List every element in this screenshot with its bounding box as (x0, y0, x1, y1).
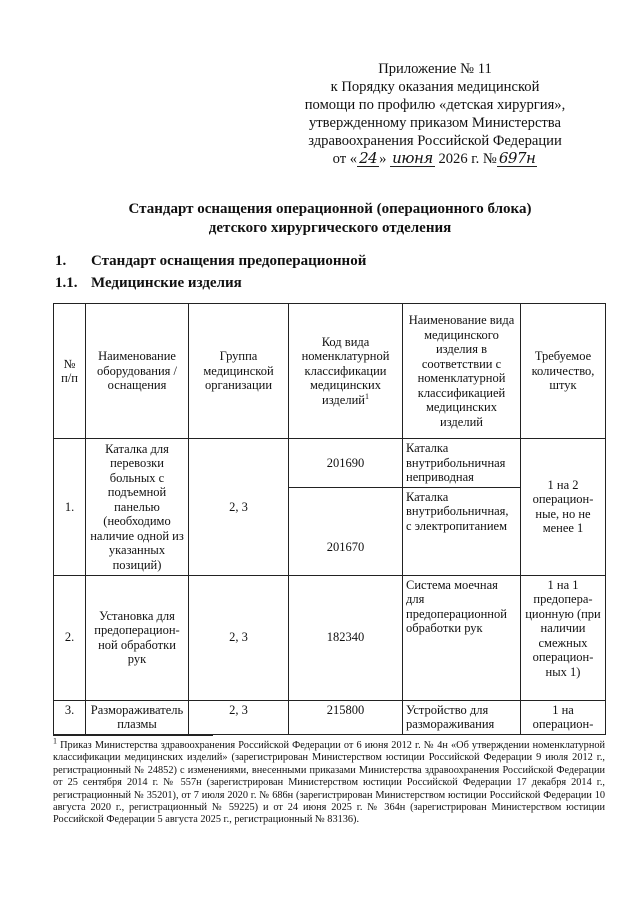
date-year: 2026 г. № (438, 151, 497, 167)
header-organization-group: Группа медицинской организации (189, 304, 289, 439)
device-kind: Устройство для размораживания (403, 700, 521, 734)
footnote-text: Приказ Министерства здравоохранения Российской Федерации от 6 июня 2012 г. № 4н «Об утверждении номенклатурной классификации медицинских изделий» (зарегистрирован Министерством юстиции Российской Федерации 9 июля 2012 г., регистрационный № 24852) с изменениями, внесенными приказами Министерства здравоохранения Российской Федерации от 25 сентября 2014 г. № 557н (зарегистрирован Министерством юстиции Российской Федерации 17 декабря 2014 г., регистрационный № 35201), от 7 июля 2020 г. № 686н (зарегистрирован Министерством юстиции Российской Федерации 10 августа 2020 г., регистрационный № 59225) и от 24 июня 2025 г. № 364н (зарегистрирован Министерством юстиции Российской Федерации 5 августа 2025 г., регистрационный № 83136). (53, 740, 605, 826)
organization-group: 2, 3 (189, 439, 289, 576)
row-number: 2. (54, 575, 86, 700)
section-heading-1 (55, 252, 366, 270)
footnote-divider (53, 735, 213, 736)
header-code-text: Код вида номенклатурной классификации медицинских изделий (301, 334, 390, 407)
header-quantity: Требуемое количество, штук (521, 304, 606, 439)
table-row (54, 575, 606, 700)
device-kind: Каталка внутрибольничная, с электропитанием (403, 487, 521, 575)
appendix-line: утвержденному приказом Министерства (309, 115, 561, 131)
equipment-table (53, 303, 606, 735)
equipment-name: Каталка для перевозки больных с подъемной панелью (необходимо наличие одной из указанных позиций) (86, 439, 189, 576)
document-title (60, 200, 600, 238)
section-label: Стандарт оснащения предоперационной (91, 253, 367, 269)
header-device-kind: Наименование вида медицинского изделия в соответствии с номенклатурной классификацией медицинских изделий (403, 304, 521, 439)
date-mid: » (379, 151, 387, 167)
device-kind: Система моечная для предоперационной обработки рук (403, 575, 521, 700)
required-quantity: 1 на 2 операцион-ные, но не менее 1 (521, 439, 606, 576)
footnote-mark: 1 (53, 736, 57, 746)
order-date-line (285, 150, 585, 168)
footnote-ref: 1 (364, 391, 369, 401)
classification-code: 215800 (289, 700, 403, 734)
date-prefix: от « (332, 151, 358, 167)
title-line: детского хирургического отделения (208, 220, 452, 236)
title-line: Стандарт оснащения операционной (операционного блока) (128, 201, 532, 217)
device-kind: Каталка внутрибольничная неприводная (403, 439, 521, 488)
appendix-line: к Порядку оказания медицинской (330, 79, 540, 95)
appendix-line: здравоохранения Российской Федерации (308, 133, 562, 149)
header-number: № п/п (54, 304, 86, 439)
equipment-name: Установка для предоперацион-ной обработки рук (86, 575, 189, 700)
row-number: 3. (54, 700, 86, 734)
required-quantity: 1 на 1 предопера-ционную (при наличии смежных операцион-ных 1) (521, 575, 606, 700)
organization-group: 2, 3 (189, 575, 289, 700)
classification-code: 201670 (289, 487, 403, 575)
appendix-line: помощи по профилю «детская хирургия», (304, 97, 566, 113)
row-number: 1. (54, 439, 86, 576)
section-label: Медицинские изделия (91, 275, 242, 291)
section-number: 1.1. (55, 275, 78, 291)
required-quantity: 1 на операцион- (521, 700, 606, 734)
classification-code: 182340 (289, 575, 403, 700)
header-equipment-name: Наименование оборудования / оснащения (86, 304, 189, 439)
appendix-header (285, 60, 585, 168)
handwritten-month: июня (392, 149, 433, 167)
equipment-name: Размораживатель плазмы (86, 700, 189, 734)
footnote (53, 736, 605, 827)
classification-code: 201690 (289, 439, 403, 488)
handwritten-order-number: 697н (498, 149, 536, 167)
header-classification-code (289, 304, 403, 439)
table-header-row (54, 304, 606, 439)
handwritten-day: 24 (359, 149, 378, 167)
section-heading-1-1 (55, 274, 242, 292)
organization-group: 2, 3 (189, 700, 289, 734)
table-row (54, 700, 606, 734)
appendix-number: Приложение № 11 (378, 61, 492, 77)
table-row (54, 439, 606, 488)
section-number: 1. (55, 253, 67, 269)
